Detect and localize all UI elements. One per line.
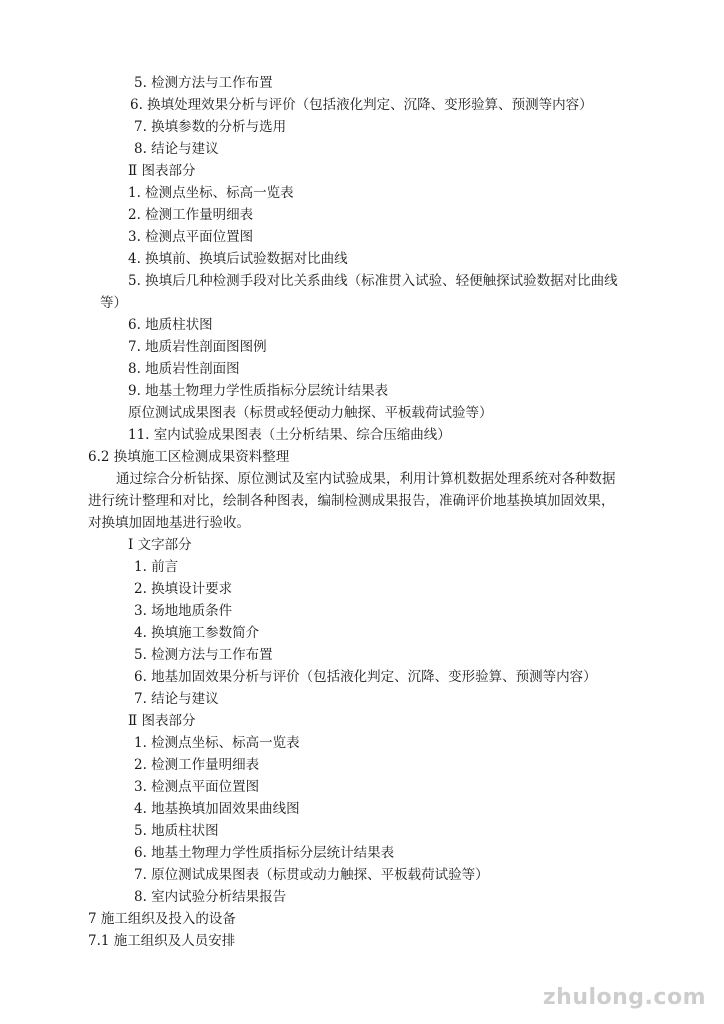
text-line: 6. 换填处理效果分析与评价（包括液化判定、沉降、变形验算、预测等内容）	[130, 97, 593, 113]
section-heading: 6.2 换填施工区检测成果资料整理	[88, 449, 290, 465]
text-line: 2. 检测工作量明细表	[128, 207, 254, 223]
text-line: 6. 地基土物理力学性质指标分层统计结果表	[134, 845, 395, 861]
text-line: 6. 地基加固效果分析与评价（包括液化判定、沉降、变形验算、预测等内容）	[134, 669, 597, 685]
text-line: 1. 前言	[134, 559, 179, 575]
watermark-logo: zhulong.com	[542, 985, 706, 1010]
paragraph-line: 进行统计整理和对比，绘制各种图表，编制检测成果报告，准确评价地基换填加固效果，	[88, 493, 615, 509]
text-line: 2. 换填设计要求	[134, 581, 233, 597]
text-line: 11. 室内试验成果图表（土分析结果、综合压缩曲线）	[128, 427, 451, 443]
text-line: 1. 检测点坐标、标高一览表	[134, 735, 300, 751]
text-line: 等）	[100, 295, 127, 311]
text-line: 4. 地基换填加固效果曲线图	[134, 801, 300, 817]
text-line: 8. 结论与建议	[134, 141, 219, 157]
text-line: 3. 检测点平面位置图	[134, 779, 260, 795]
text-line: 7. 结论与建议	[134, 691, 219, 707]
text-line: 3. 检测点平面位置图	[128, 229, 254, 245]
section-heading: Ⅱ 图表部分	[128, 163, 196, 179]
text-line: 2. 检测工作量明细表	[134, 757, 260, 773]
text-line: 5. 检测方法与工作布置	[134, 75, 273, 91]
text-line: 8. 地质岩性剖面图	[128, 361, 240, 377]
text-line: 4. 换填前、换填后试验数据对比曲线	[128, 251, 348, 267]
section-heading: Ⅰ 文字部分	[128, 537, 192, 553]
text-line: 5. 检测方法与工作布置	[134, 647, 273, 663]
text-line: 4. 换填施工参数简介	[134, 625, 260, 641]
section-heading: 7.1 施工组织及人员安排	[88, 933, 236, 949]
text-line: 7. 换填参数的分析与选用	[134, 119, 287, 135]
text-line: 5. 地质柱状图	[134, 823, 219, 839]
paragraph-line: 通过综合分析钻探、原位测试及室内试验成果，利用计算机数据处理系统对各种数据	[116, 471, 616, 487]
paragraph-line: 对换填加固地基进行验收。	[88, 515, 250, 531]
text-line: 1. 检测点坐标、标高一览表	[128, 185, 294, 201]
text-line: 8. 室内试验分析结果报告	[134, 889, 287, 905]
text-line: 9. 地基土物理力学性质指标分层统计结果表	[128, 383, 389, 399]
text-line: 6. 地质柱状图	[128, 317, 213, 333]
chapter-heading: 7 施工组织及投入的设备	[88, 911, 236, 927]
text-line: 5. 换填后几种检测手段对比关系曲线（标准贯入试验、轻便触探试验数据对比曲线	[128, 273, 618, 289]
text-line: 3. 场地地质条件	[134, 603, 233, 619]
text-line: 7. 原位测试成果图表（标贯或动力触探、平板载荷试验等）	[134, 867, 489, 883]
text-line: 7. 地质岩性剖面图图例	[128, 339, 267, 355]
section-heading: Ⅱ 图表部分	[128, 713, 196, 729]
text-line: 原位测试成果图表（标贯或轻便动力触探、平板载荷试验等）	[128, 405, 493, 421]
